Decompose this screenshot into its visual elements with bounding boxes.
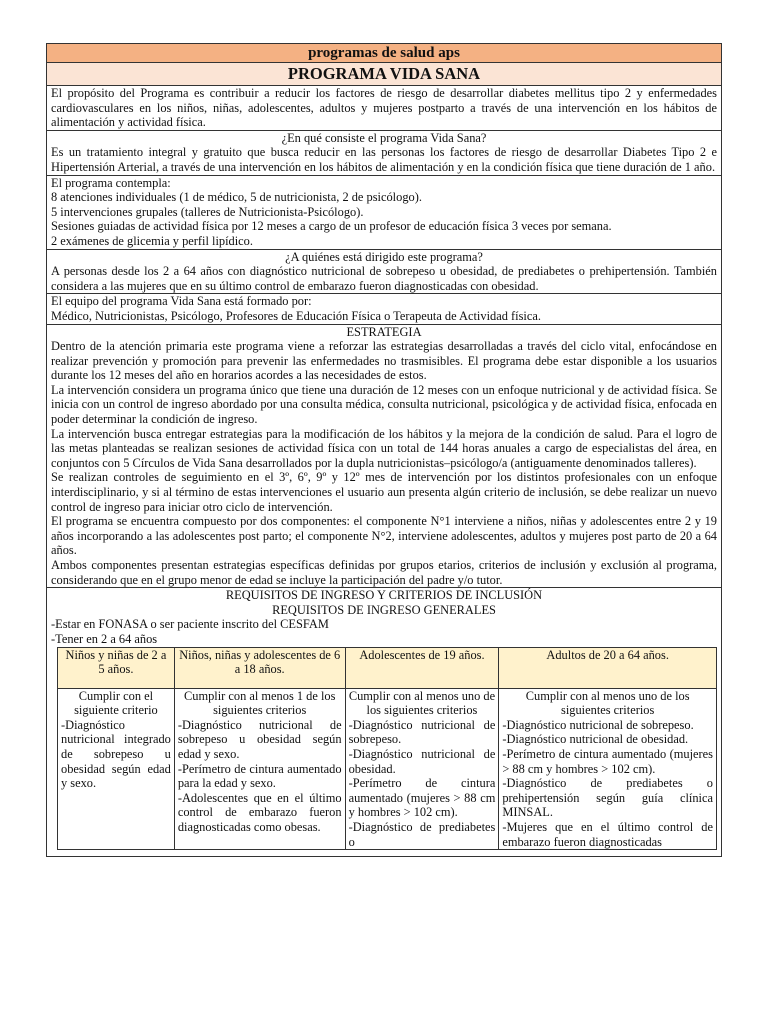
requisito-general: -Estar en FONASA o ser paciente inscrito del CESFAM — [51, 617, 329, 632]
criteria-item: -Diagnóstico nutricional de sobrepeso u obesidad según edad y sexo. — [177, 717, 342, 761]
cell-col2 — [174, 688, 345, 850]
header-cell-19: Adolescentes de 19 años. — [345, 647, 499, 688]
equipo-line: El equipo del programa Vida Sana está formado por: — [51, 294, 312, 309]
criteria-intro: Cumplir con al menos uno de los siguientes criterios — [525, 688, 690, 718]
requisitos-title: REQUISITOS DE INGRESO Y CRITERIOS DE INCLUSIÓN — [225, 588, 543, 603]
header-cell-2-5: Niños y niñas de 2 a 5 años. — [58, 647, 175, 688]
que-es-answer: Es un tratamiento integral y gratuito que busca reducir en las personas los factores de riesgo de desarrollar Diabetes Tipo 2 e Hipertensión Arterial, a través de una intervención en los hábitos de alimentación y en la condición física que tiene duración de 1 año. — [51, 145, 717, 174]
table-bottom-gap — [51, 850, 717, 856]
que-es-question: ¿En qué consiste el programa Vida Sana? — [281, 130, 487, 145]
criteria-intro: Cumplir con al menos 1 de los siguientes criterios — [183, 688, 336, 718]
criteria-item: -Diagnóstico nutricional de sobrepeso. — [348, 717, 496, 747]
criteria-intro: Cumplir con al menos uno de los siguientes criterios — [348, 688, 496, 718]
estrategia-paragraph: La intervención busca entregar estrategias para la modificación de los hábitos y la mejora de la condición de salud. Para el logro de las metas planteadas se realizan sesiones de actividad física con un total de 144 horas anuales a cargo de especialistas del área, en conjuntos con 5 Círculos de Vida Sana desarrollados por la dupla nutricionistas–psicólogo/a (antiguamente denominados talleres). — [51, 426, 717, 470]
criteria-item: -Diagnóstico nutricional integrado de sobrepeso u obesidad según edad y sexo. — [61, 717, 171, 791]
estrategia-title: ESTRATEGIA — [346, 324, 422, 339]
contempla-line: 5 intervenciones grupales (talleres de Nutricionista-Psicólogo). — [51, 204, 364, 219]
dirigido-answer: A personas desde los 2 a 64 años con diagnóstico nutricional de sobrepeso u obesidad, de prediabetes o prehipertensión. También considera a las mujeres que en su último control de embarazo fueron diagnosticadas con obesidad. — [51, 264, 717, 293]
estrategia-paragraph: El programa se encuentra compuesto por dos componentes: el componente N°1 interviene a niños, niñas y adolescentes entre 2 y 19 años incorporando a las adolescentes post parto; el componente N°2, interviene adolescentes, adultos y mujeres post parto de 20 a 64 años. — [51, 514, 717, 558]
contempla-section — [46, 176, 722, 250]
criteria-item: -Diagnóstico de prediabetes o — [348, 819, 496, 849]
dirigido-question: ¿A quiénes está dirigido este programa? — [285, 249, 483, 264]
table-row — [58, 688, 717, 850]
equipo-section — [46, 294, 722, 324]
contempla-line: 8 atenciones individuales (1 de médico, 5 de nutricionista, 2 de psicólogo). — [51, 190, 422, 205]
requisitos-section — [46, 588, 722, 857]
contempla-line: Sesiones guiadas de actividad física por 12 meses a cargo de un profesor de educación física 3 veces por semana. — [51, 219, 612, 234]
estrategia-paragraph: Dentro de la atención primaria este programa viene a reforzar las estrategias desarrolladas a través del ciclo vital, enfocándose en realizar prevención y promoción para prevenir las enfermedades no trasmisibles. El programa debe estar disponible a los usuarios durante los 12 meses del año en horarios acordes a las necesidades de estos. — [51, 339, 717, 383]
criterios-table — [57, 647, 717, 851]
top-title: programas de salud aps — [46, 43, 722, 63]
header-cell-20-64: Adultos de 20 a 64 años. — [499, 647, 717, 688]
document-page — [46, 43, 722, 857]
criteria-item: -Diagnóstico nutricional de obesidad. — [502, 732, 689, 747]
main-title: PROGRAMA VIDA SANA — [46, 63, 722, 86]
criteria-item: -Diagnóstico de prediabetes o prehipertensión según guía clínica MINSAL. — [502, 776, 713, 820]
criteria-item: -Adolescentes que en el último control de embarazo fueron diagnosticadas como obesas. — [177, 790, 342, 834]
contempla-line: 2 exámenes de glicemia y perfil lipídico. — [51, 233, 253, 248]
criteria-item: -Perímetro de cintura aumentado para la edad y sexo. — [177, 761, 342, 791]
dirigido-section — [46, 250, 722, 295]
requisitos-subtitle: REQUISITOS DE INGRESO GENERALES — [272, 602, 496, 617]
estrategia-paragraph: Se realizan controles de seguimiento en el 3º, 6º, 9º y 12º mes de intervención por los distintos profesionales con un enfoque interdisciplinario, y si al término de estas intervenciones el usuario aun presenta algún criterio de inclusión, se debe realizar un nuevo control de ingreso para iniciar otro ciclo de intervención. — [51, 470, 717, 514]
table-header-row — [58, 647, 717, 688]
cell-col1 — [58, 688, 175, 850]
criteria-item: -Mujeres que en el último control de embarazo fueron diagnosticadas — [502, 819, 713, 849]
equipo-line: Médico, Nutricionistas, Psicólogo, Profesores de Educación Física o Terapeuta de Actividad física. — [51, 308, 541, 323]
cell-col3 — [345, 688, 499, 850]
estrategia-paragraph: La intervención considera un programa único que tiene una duración de 12 meses con un enfoque nutricional y de actividad física. Se inicia con un control de ingreso abordado por una consulta médica, consulta nutricional, psicológica y de actividad física, enfocada en poder determinar la condición de ingreso. — [51, 382, 717, 427]
criteria-item: -Diagnóstico nutricional de sobrepeso. — [502, 717, 694, 732]
criteria-item: -Perímetro de cintura aumentado (mujeres > 88 cm y hombres > 102 cm). — [502, 746, 713, 776]
requisito-general: -Tener en 2 a 64 años — [51, 631, 158, 646]
que-es-section — [46, 131, 722, 176]
cell-col4 — [499, 688, 717, 850]
header-cell-6-18: Niños, niñas y adolescentes de 6 a 18 años. — [174, 647, 345, 688]
criteria-item: -Diagnóstico nutricional de obesidad. — [348, 746, 496, 776]
contempla-line: El programa contempla: — [51, 175, 171, 190]
estrategia-section — [46, 325, 722, 589]
intro-paragraph: El propósito del Programa es contribuir a reducir los factores de riesgo de desarrollar diabetes mellitus tipo 2 y enfermedades cardiovasculares en los niños, niñas, adolescentes, adultos y mujeres postparto a través de una intervención en los hábitos de alimentación y actividad física. — [46, 86, 722, 131]
estrategia-paragraph: Ambos componentes presentan estrategias específicas definidas por grupos etarios, criterios de inclusión y exclusión al programa, considerando que en el grupo menor de edad se incluye la participación del padre y/o tutor. — [51, 558, 717, 587]
criteria-item: -Perímetro de cintura aumentado (mujeres > 88 cm y hombres > 102 cm). — [348, 776, 496, 820]
criteria-intro: Cumplir con el siguiente criterio — [74, 688, 158, 718]
